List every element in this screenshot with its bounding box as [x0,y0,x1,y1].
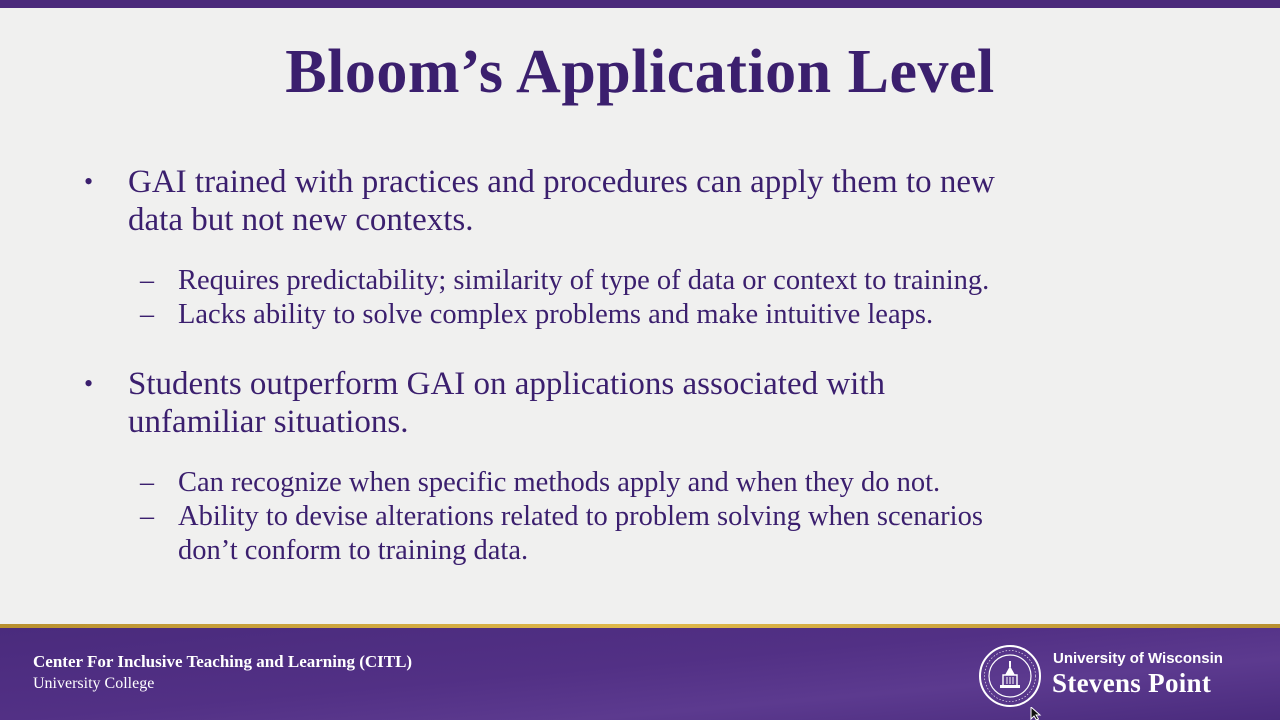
bullet-text-line: data but not new contexts. [128,202,474,238]
sub-bullet-item: – Can recognize when specific methods apply and when they do not. [140,467,941,498]
bullet-dot: • [84,167,94,196]
university-name-line2: Stevens Point [1052,668,1212,698]
university-seal-icon [978,644,1042,708]
center-name: Center For Inclusive Teaching and Learning (CITL) [33,652,413,671]
dash-marker: – [140,265,154,296]
dash-marker: – [140,299,154,330]
mouse-pointer-icon [1030,707,1044,720]
sub-bullet-item-continuation: don’t conform to training data. [178,535,529,566]
bullet-text-line: • Students outperform GAI on applications associated with [84,366,886,402]
dash-marker: – [140,501,154,532]
bullet-item [84,365,1204,441]
footer-band [0,628,1280,720]
sub-bullet-list [140,264,1220,332]
bullet-text-line: unfamiliar situations. [128,404,409,440]
bullet-dot: • [84,369,94,398]
sub-bullet-item: – Requires predictability; similarity of type of data or context to training. [140,265,990,296]
bullet-text-line: • GAI trained with practices and procedures can apply them to new [84,164,995,200]
college-name: University College [33,675,155,692]
bullet-item [84,163,1204,239]
dash-marker: – [140,467,154,498]
university-name-line1: University of Wisconsin [1053,650,1223,667]
sub-bullet-list [140,466,1220,568]
sub-bullet-item: – Ability to devise alterations related to problem solving when scenarios [140,501,983,532]
slide-title: Bloom’s Application Level [285,38,995,106]
sub-bullet-item: – Lacks ability to solve complex problems and make intuitive leaps. [140,299,934,330]
